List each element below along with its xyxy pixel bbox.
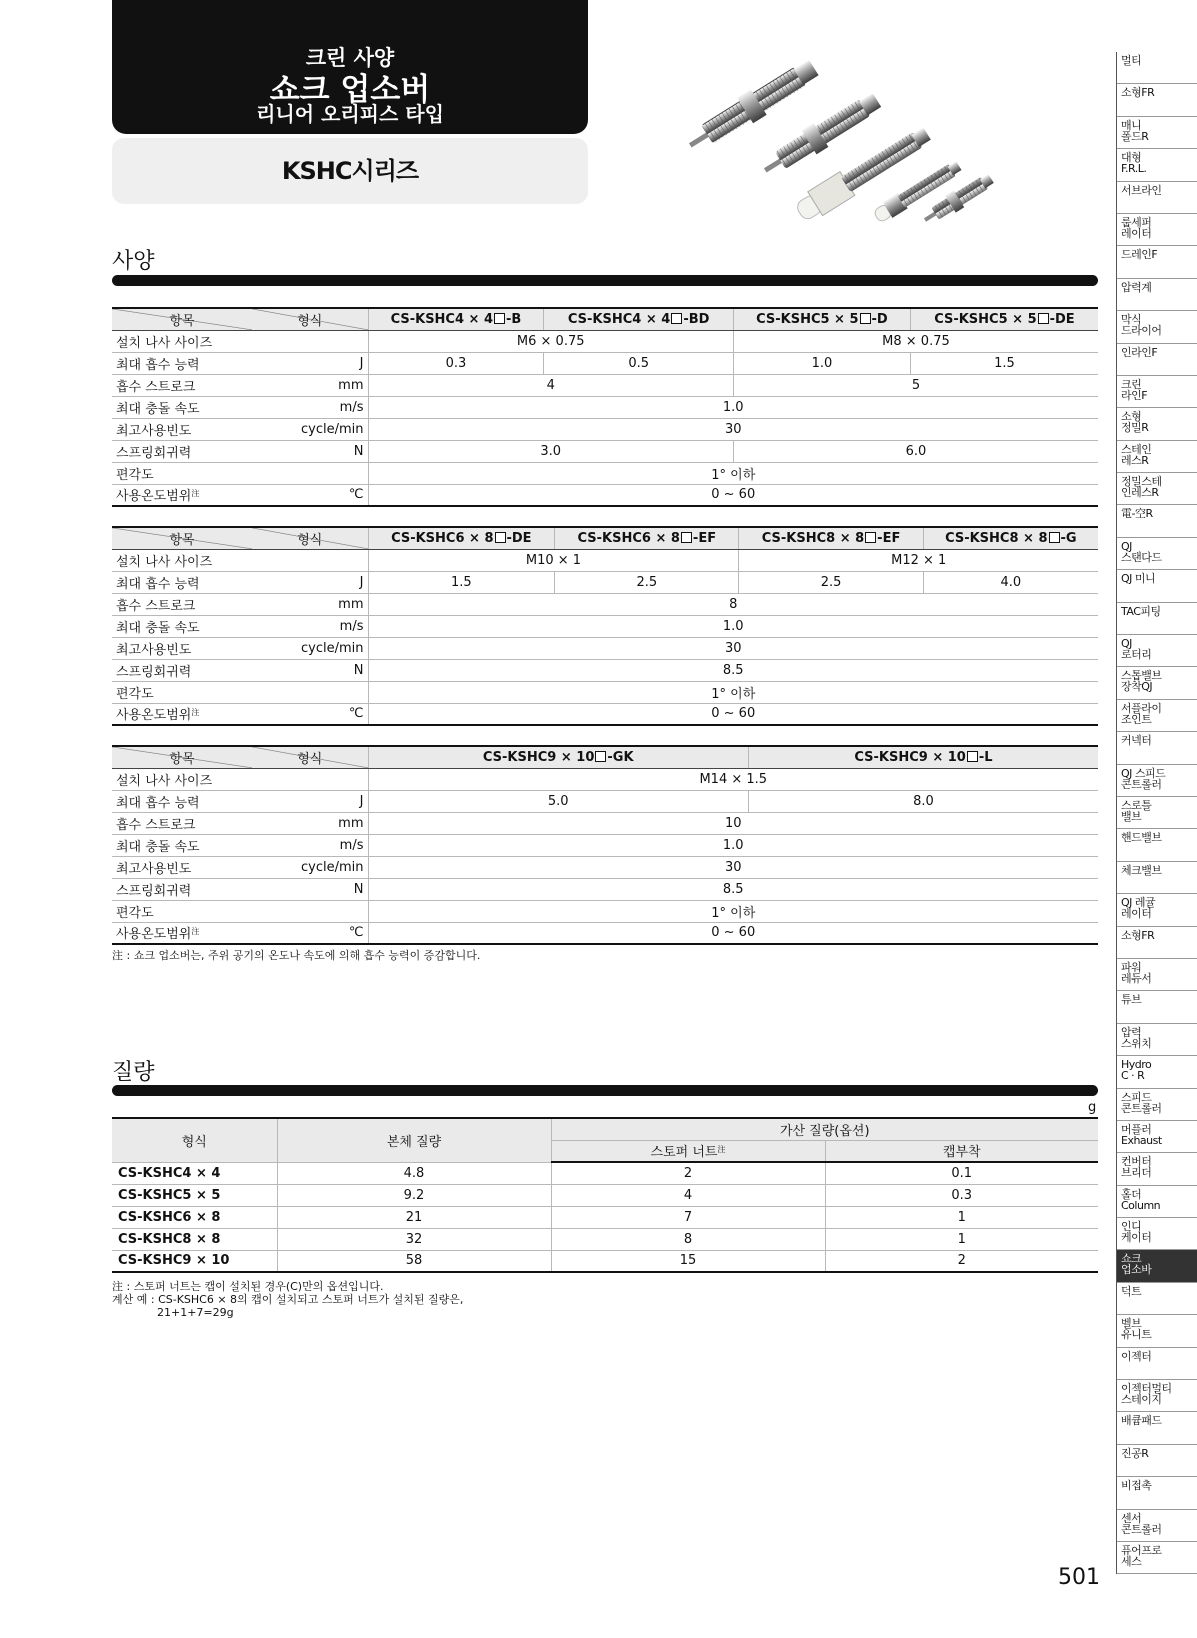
spec-table-2	[112, 526, 1098, 726]
footnote-mark: 注	[191, 489, 200, 499]
mass-stopper: 4	[551, 1184, 825, 1206]
mass-head-stopper-sup: 注	[717, 1145, 726, 1155]
spec-item: 설치 나사 사이즈	[112, 549, 252, 571]
spec-head-item: 항목	[112, 746, 252, 768]
spec-model-header: CS-KSHC8 × 8 -EF	[739, 527, 923, 549]
title-line-1: 크린 사양	[305, 46, 395, 70]
mass-model: CS-KSHC6 × 8	[112, 1206, 277, 1228]
spec-model-header: CS-KSHC9 × 10 -GK	[368, 746, 748, 768]
sidebar-item[interactable]: QJ 스탠다드	[1117, 538, 1197, 570]
mass-cap: 0.1	[825, 1162, 1098, 1184]
spec-value: 4.0	[923, 571, 1098, 593]
spec-row	[112, 856, 1098, 878]
sidebar-item[interactable]: 비접촉	[1117, 1477, 1197, 1509]
spec-row	[112, 768, 1098, 790]
spec-value: 1.0	[733, 352, 910, 374]
spec-value: 1.5	[368, 571, 555, 593]
spec-item: 최대 충돌 속도	[112, 396, 252, 418]
mass-head-cap: 캡부착	[825, 1140, 1098, 1162]
blank-box-icon	[860, 313, 871, 324]
spec-value: 4	[368, 374, 733, 396]
mass-head-body: 본체 질량	[277, 1118, 551, 1162]
spec-value: M6 × 0.75	[368, 330, 733, 352]
spec-row	[112, 330, 1098, 352]
spec-unit: N	[252, 440, 368, 462]
spec-unit: cycle/min	[252, 418, 368, 440]
blank-box-icon	[1049, 532, 1060, 543]
sidebar-item[interactable]: 쇼크 업소바	[1117, 1250, 1197, 1282]
sidebar-item[interactable]: 대형 F.R.L.	[1117, 149, 1197, 181]
spec-unit: mm	[252, 593, 368, 615]
spec-value: 30	[368, 418, 1098, 440]
spec-row	[112, 812, 1098, 834]
product-image	[680, 40, 1065, 245]
mass-row	[112, 1162, 1098, 1184]
spec-value: 10	[368, 812, 1098, 834]
spec-unit: ℃	[252, 703, 368, 725]
sidebar-item[interactable]: 이젝터	[1117, 1348, 1197, 1380]
sidebar-item[interactable]: 압력계	[1117, 279, 1197, 311]
spec-value: M12 × 1	[739, 549, 1098, 571]
spec-head-type: 형식	[252, 308, 368, 330]
spec-row	[112, 681, 1098, 703]
spec-item: 스프링회귀력	[112, 878, 252, 900]
spec-value: M14 × 1.5	[368, 768, 1098, 790]
spec-row	[112, 703, 1098, 725]
spec-row	[112, 790, 1098, 812]
spec-value: 0 ~ 60	[368, 703, 1098, 725]
sidebar-item[interactable]: 퓨어프로 세스	[1117, 1542, 1197, 1574]
spec-model-header: CS-KSHC6 × 8 -DE	[368, 527, 555, 549]
mass-model: CS-KSHC5 × 5	[112, 1184, 277, 1206]
spec-item: 스프링회귀력	[112, 440, 252, 462]
spec-item: 설치 나사 사이즈	[112, 768, 252, 790]
spec-item: 최고사용빈도	[112, 418, 252, 440]
spec-row	[112, 637, 1098, 659]
mass-stopper: 15	[551, 1250, 825, 1272]
spec-item: 편각도	[112, 681, 252, 703]
footnote-mark: 注	[191, 927, 200, 937]
spec-unit: cycle/min	[252, 637, 368, 659]
sidebar-item[interactable]: 스톱밸브 장착QJ	[1117, 667, 1197, 699]
sidebar-item[interactable]: 멀티	[1117, 52, 1197, 84]
sidebar-item[interactable]: 소형 정밀R	[1117, 408, 1197, 440]
spec-unit	[252, 681, 368, 703]
spec-value: 1° 이하	[368, 681, 1098, 703]
spec-item: 사용온도범위$^注$	[112, 703, 252, 725]
spec-row	[112, 878, 1098, 900]
mass-row	[112, 1184, 1098, 1206]
spec-item: 흡수 스트로크	[112, 374, 252, 396]
title-line-3: 리니어 오리피스 타입	[256, 102, 444, 126]
spec-unit: J	[252, 790, 368, 812]
mass-row	[112, 1206, 1098, 1228]
spec-table-1	[112, 307, 1098, 507]
spec-value: M8 × 0.75	[733, 330, 1098, 352]
mass-model: CS-KSHC4 × 4	[112, 1162, 277, 1184]
series-title: KSHC시리즈	[112, 138, 588, 204]
spec-head-type: 형식	[252, 527, 368, 549]
spec-value: 1° 이하	[368, 900, 1098, 922]
sidebar-item[interactable]: 막식 드라이어	[1117, 311, 1197, 343]
spec-value: 5	[733, 374, 1098, 396]
mass-cap: 0.3	[825, 1184, 1098, 1206]
blank-box-icon	[595, 751, 606, 762]
blank-box-icon	[681, 532, 692, 543]
sidebar-item[interactable]: QJ 로터리	[1117, 635, 1197, 667]
spec-value: 8.5	[368, 878, 1098, 900]
spec-item: 스프링회귀력	[112, 659, 252, 681]
sidebar-item[interactable]: 인디 케이터	[1117, 1218, 1197, 1250]
spec-unit	[252, 900, 368, 922]
spec-row	[112, 922, 1098, 944]
spec-row	[112, 615, 1098, 637]
mass-stopper: 8	[551, 1228, 825, 1250]
sidebar-item[interactable]: Hydro C · R	[1117, 1056, 1197, 1088]
mass-head-stopper	[551, 1140, 825, 1162]
sidebar-item[interactable]: 압력 스위치	[1117, 1024, 1197, 1056]
spec-item: 사용온도범위$^注$	[112, 922, 252, 944]
spec-value: 0.3	[368, 352, 544, 374]
sidebar-item[interactable]: 룹세퍼 레이터	[1117, 214, 1197, 246]
mass-cap: 1	[825, 1206, 1098, 1228]
category-index-sidebar	[1116, 52, 1197, 1574]
sidebar-item[interactable]: 홀더 Column	[1117, 1186, 1197, 1218]
spec-item: 최대 흡수 능력	[112, 790, 252, 812]
spec-item: 설치 나사 사이즈	[112, 330, 252, 352]
spec-row	[112, 834, 1098, 856]
spec-item: 최고사용빈도	[112, 637, 252, 659]
sidebar-item[interactable]: 인라인F	[1117, 344, 1197, 376]
blank-box-icon	[1038, 313, 1049, 324]
spec-value: 8	[368, 593, 1098, 615]
mass-body: 4.8	[277, 1162, 551, 1184]
mass-note-2: 계산 예 : CS-KSHC6 × 8의 캡이 설치되고 스토퍼 너트가 설치된 질량은,	[112, 1293, 464, 1306]
spec-unit: mm	[252, 812, 368, 834]
mass-model: CS-KSHC9 × 10	[112, 1250, 277, 1272]
spec-item: 흡수 스트로크	[112, 593, 252, 615]
mass-body: 9.2	[277, 1184, 551, 1206]
spec-value: 0 ~ 60	[368, 484, 1098, 506]
mass-model: CS-KSHC8 × 8	[112, 1228, 277, 1250]
mass-head-stopper-label: 스토퍼 너트	[650, 1145, 718, 1161]
spec-value: 2.5	[739, 571, 923, 593]
spec-head-item: 항목	[112, 308, 252, 330]
spec-note: 注 : 쇼크 업소버는, 주위 공기의 온도나 속도에 의해 흡수 능력이 증감합니다.	[112, 949, 481, 962]
mass-body: 21	[277, 1206, 551, 1228]
spec-row	[112, 374, 1098, 396]
spec-value: 30	[368, 637, 1098, 659]
title-banner	[112, 0, 588, 134]
sidebar-item[interactable]: 파워 레듀서	[1117, 959, 1197, 991]
spec-unit	[252, 330, 368, 352]
spec-value: 0 ~ 60	[368, 922, 1098, 944]
spec-item: 편각도	[112, 900, 252, 922]
spec-unit: cycle/min	[252, 856, 368, 878]
mass-cap: 1	[825, 1228, 1098, 1250]
sidebar-item[interactable]: 컨버터 브리더	[1117, 1153, 1197, 1185]
blank-box-icon	[495, 532, 506, 543]
spec-model-header: CS-KSHC9 × 10 -L	[748, 746, 1098, 768]
spec-value: 8.5	[368, 659, 1098, 681]
sidebar-item[interactable]: 서브라인	[1117, 182, 1197, 214]
spec-unit: N	[252, 878, 368, 900]
spec-model-header: CS-KSHC5 × 5 -DE	[910, 308, 1098, 330]
spec-unit	[252, 549, 368, 571]
mass-row	[112, 1250, 1098, 1272]
mass-cap: 2	[825, 1250, 1098, 1272]
sidebar-item[interactable]: 電-空R	[1117, 505, 1197, 537]
spec-item: 최대 충돌 속도	[112, 834, 252, 856]
spec-row	[112, 484, 1098, 506]
mass-row	[112, 1228, 1098, 1250]
spec-item: 흡수 스트로크	[112, 812, 252, 834]
sidebar-item[interactable]: TAC피팅	[1117, 603, 1197, 635]
mass-section-bar	[112, 1085, 1098, 1096]
mass-stopper: 2	[551, 1162, 825, 1184]
mass-stopper: 7	[551, 1206, 825, 1228]
spec-value: 8.0	[748, 790, 1098, 812]
sidebar-item[interactable]: 덕트	[1117, 1283, 1197, 1315]
sidebar-item[interactable]: QJ 레귤 레이터	[1117, 894, 1197, 926]
sidebar-item[interactable]: QJ 스피드 콘트롤러	[1117, 765, 1197, 797]
spec-item: 최고사용빈도	[112, 856, 252, 878]
mass-head-added: 가산 질량(옵션)	[551, 1118, 1098, 1140]
mass-note-1: 注 : 스토퍼 너트는 캡이 설치된 경우(C)만의 옵션입니다.	[112, 1280, 384, 1293]
spec-section-bar	[112, 275, 1098, 286]
spec-row	[112, 593, 1098, 615]
sidebar-item[interactable]: 커넥터	[1117, 732, 1197, 764]
spec-row	[112, 418, 1098, 440]
sidebar-item[interactable]: 정밀스테 인레스R	[1117, 473, 1197, 505]
mass-body: 58	[277, 1250, 551, 1272]
sidebar-item[interactable]: 머플러 Exhaust	[1117, 1121, 1197, 1153]
mass-head-model: 형식	[112, 1118, 277, 1162]
sidebar-item[interactable]: 이젝터멀티 스테이지	[1117, 1380, 1197, 1412]
sidebar-item[interactable]: 센서 콘트롤러	[1117, 1510, 1197, 1542]
spec-row	[112, 549, 1098, 571]
spec-row	[112, 440, 1098, 462]
spec-item: 최대 충돌 속도	[112, 615, 252, 637]
mass-table	[112, 1117, 1098, 1273]
mass-section-title: 질량	[112, 1060, 155, 1085]
spec-head-type: 형식	[252, 746, 368, 768]
spec-unit: J	[252, 352, 368, 374]
page-number: 501	[1058, 1565, 1100, 1590]
sidebar-item[interactable]: 튜브	[1117, 991, 1197, 1023]
title-line-2: 쇼크 업소버	[269, 72, 431, 108]
sidebar-item[interactable]: 스피드 콘트롤러	[1117, 1089, 1197, 1121]
spec-model-header: CS-KSHC5 × 5 -D	[733, 308, 910, 330]
spec-value: 1° 이하	[368, 462, 1098, 484]
spec-row	[112, 352, 1098, 374]
spec-value: 1.0	[368, 834, 1098, 856]
spec-header-row	[112, 308, 1098, 330]
spec-value: M10 × 1	[368, 549, 739, 571]
spec-item: 편각도	[112, 462, 252, 484]
spec-unit	[252, 462, 368, 484]
spec-header-row	[112, 746, 1098, 768]
blank-box-icon	[967, 751, 978, 762]
spec-model-header: CS-KSHC4 × 4 -B	[368, 308, 544, 330]
spec-section-title: 사양	[112, 249, 155, 274]
spec-row	[112, 900, 1098, 922]
sidebar-item[interactable]: 핸드밸브	[1117, 829, 1197, 861]
mass-note-3: 21+1+7=29g	[157, 1306, 234, 1319]
spec-value: 1.5	[910, 352, 1098, 374]
spec-value: 1.0	[368, 396, 1098, 418]
spec-header-row	[112, 527, 1098, 549]
sidebar-item[interactable]: 소형FR	[1117, 84, 1197, 116]
sidebar-item[interactable]: 배큠패드	[1117, 1412, 1197, 1444]
sidebar-item[interactable]: 서플라이 조인트	[1117, 700, 1197, 732]
mass-unit: g	[1088, 1100, 1097, 1115]
spec-unit: ℃	[252, 484, 368, 506]
spec-unit: ℃	[252, 922, 368, 944]
sidebar-item[interactable]: 스로틀 밸브	[1117, 797, 1197, 829]
blank-box-icon	[865, 532, 876, 543]
spec-model-header: CS-KSHC8 × 8 -G	[923, 527, 1098, 549]
sidebar-item[interactable]: 매니 폴드R	[1117, 117, 1197, 149]
spec-row	[112, 462, 1098, 484]
spec-value: 0.5	[544, 352, 734, 374]
spec-item: 최대 흡수 능력	[112, 571, 252, 593]
spec-row	[112, 396, 1098, 418]
spec-value: 3.0	[368, 440, 733, 462]
spec-value: 1.0	[368, 615, 1098, 637]
spec-value: 30	[368, 856, 1098, 878]
spec-table-3	[112, 745, 1098, 945]
spec-unit: N	[252, 659, 368, 681]
sidebar-item[interactable]: 드레인F	[1117, 246, 1197, 278]
spec-head-item: 항목	[112, 527, 252, 549]
spec-model-header: CS-KSHC6 × 8 -EF	[555, 527, 739, 549]
spec-unit: J	[252, 571, 368, 593]
spec-row	[112, 659, 1098, 681]
spec-value: 5.0	[368, 790, 748, 812]
sidebar-item[interactable]: 벨브 유니트	[1117, 1315, 1197, 1347]
blank-box-icon	[671, 313, 682, 324]
spec-model-header: CS-KSHC4 × 4 -BD	[544, 308, 734, 330]
spec-value: 6.0	[733, 440, 1098, 462]
sidebar-item[interactable]: 진공R	[1117, 1445, 1197, 1477]
footnote-mark: 注	[191, 708, 200, 718]
sidebar-item[interactable]: 소형FR	[1117, 927, 1197, 959]
spec-unit: mm	[252, 374, 368, 396]
mass-body: 32	[277, 1228, 551, 1250]
spec-item: 사용온도범위$^注$	[112, 484, 252, 506]
spec-unit: m/s	[252, 834, 368, 856]
sidebar-item[interactable]: QJ 미니	[1117, 570, 1197, 602]
spec-unit: m/s	[252, 396, 368, 418]
sidebar-item[interactable]: 스테인 레스R	[1117, 441, 1197, 473]
spec-unit	[252, 768, 368, 790]
blank-box-icon	[494, 313, 505, 324]
spec-item: 최대 흡수 능력	[112, 352, 252, 374]
sidebar-item[interactable]: 크린 라인F	[1117, 376, 1197, 408]
spec-row	[112, 571, 1098, 593]
sidebar-item[interactable]: 체크밸브	[1117, 862, 1197, 894]
spec-unit: m/s	[252, 615, 368, 637]
spec-value: 2.5	[555, 571, 739, 593]
